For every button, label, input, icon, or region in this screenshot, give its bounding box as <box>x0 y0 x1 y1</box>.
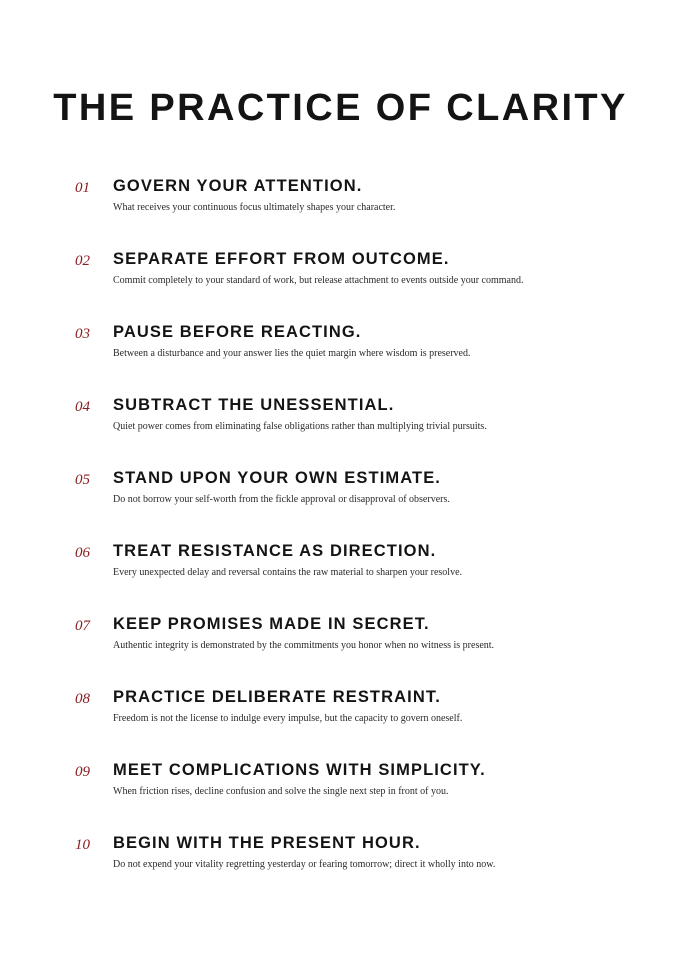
list-item <box>0 541 681 614</box>
item-description: Do not borrow your self-worth from the fickle approval or disapproval of observers. <box>113 494 450 505</box>
item-description: When friction rises, decline confusion and solve the single next step in front of you. <box>113 786 449 797</box>
item-number: 07 <box>75 618 90 634</box>
item-number: 10 <box>75 837 90 853</box>
item-description: Authentic integrity is demonstrated by the commitments you honor when no witness is present. <box>113 640 495 651</box>
page-title: THE PRACTICE OF CLARITY <box>53 87 628 129</box>
item-heading: PRACTICE DELIBERATE RESTRAINT. <box>113 688 441 706</box>
item-number: 05 <box>75 472 90 488</box>
item-number: 04 <box>75 399 90 415</box>
item-number: 06 <box>75 545 90 561</box>
principles-list <box>0 176 681 906</box>
item-description: What receives your continuous focus ultimately shapes your character. <box>113 202 396 213</box>
item-description: Do not expend your vitality regretting yesterday or fearing tomorrow; direct it wholly into now. <box>113 859 496 870</box>
item-description: Commit completely to your standard of work, but release attachment to events outside your command. <box>113 275 524 286</box>
item-number: 02 <box>75 253 90 269</box>
list-item <box>0 614 681 687</box>
item-number: 08 <box>75 691 90 707</box>
list-item <box>0 395 681 468</box>
item-heading: GOVERN YOUR ATTENTION. <box>113 177 363 195</box>
item-heading: TREAT RESISTANCE AS DIRECTION. <box>113 542 437 560</box>
item-heading: SUBTRACT THE UNESSENTIAL. <box>113 396 395 414</box>
list-item <box>0 322 681 395</box>
item-heading: KEEP PROMISES MADE IN SECRET. <box>113 615 430 633</box>
item-heading: MEET COMPLICATIONS WITH SIMPLICITY. <box>113 761 486 779</box>
list-item <box>0 176 681 249</box>
list-item <box>0 249 681 322</box>
item-heading: BEGIN WITH THE PRESENT HOUR. <box>113 834 421 852</box>
item-number: 03 <box>75 326 90 342</box>
list-item <box>0 687 681 760</box>
item-number: 01 <box>75 180 90 196</box>
list-item <box>0 760 681 833</box>
item-description: Freedom is not the license to indulge every impulse, but the capacity to govern oneself. <box>113 713 463 724</box>
item-heading: STAND UPON YOUR OWN ESTIMATE. <box>113 469 441 487</box>
list-item <box>0 468 681 541</box>
list-item <box>0 833 681 906</box>
item-description: Quiet power comes from eliminating false obligations rather than multiplying trivial pursuits. <box>113 421 487 432</box>
item-heading: PAUSE BEFORE REACTING. <box>113 323 362 341</box>
item-number: 09 <box>75 764 90 780</box>
item-description: Every unexpected delay and reversal contains the raw material to sharpen your resolve. <box>113 567 463 578</box>
item-heading: SEPARATE EFFORT FROM OUTCOME. <box>113 250 450 268</box>
item-description: Between a disturbance and your answer lies the quiet margin where wisdom is preserved. <box>113 348 471 359</box>
